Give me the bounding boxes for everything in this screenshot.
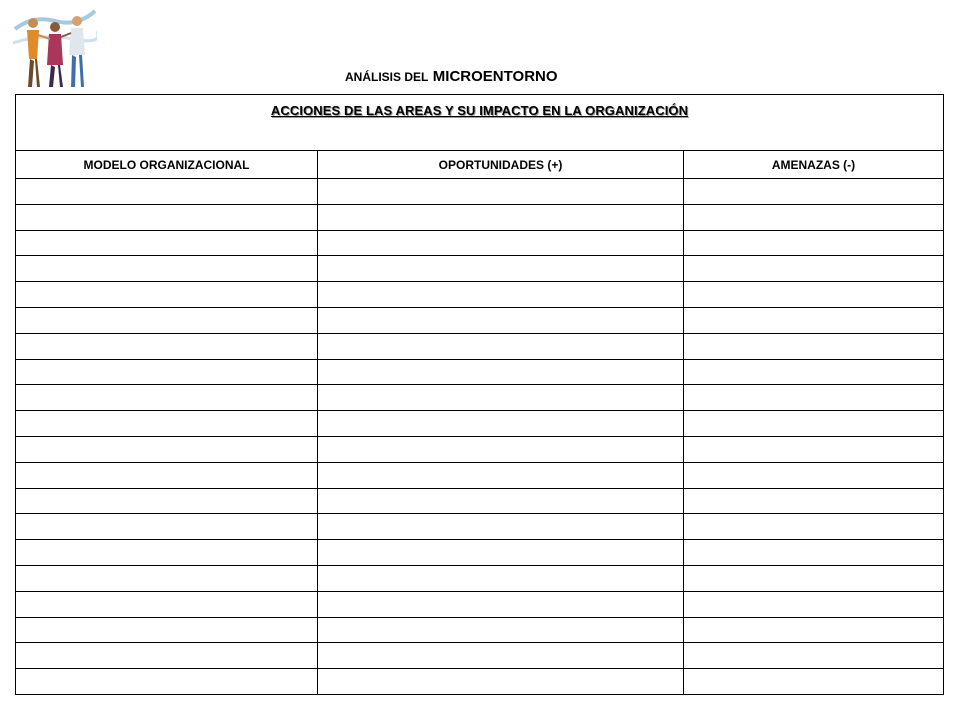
table-cell[interactable] bbox=[318, 179, 684, 205]
table-cell[interactable] bbox=[318, 669, 684, 695]
table-row bbox=[16, 385, 944, 411]
table-row bbox=[16, 307, 944, 333]
table-row bbox=[16, 540, 944, 566]
table-cell[interactable] bbox=[318, 359, 684, 385]
table-cell[interactable] bbox=[16, 436, 318, 462]
table-cell[interactable] bbox=[16, 643, 318, 669]
table-cell[interactable] bbox=[16, 256, 318, 282]
table-cell[interactable] bbox=[16, 462, 318, 488]
table-cell[interactable] bbox=[16, 540, 318, 566]
table-cell[interactable] bbox=[684, 488, 944, 514]
analysis-table bbox=[15, 94, 944, 695]
table-cell[interactable] bbox=[16, 333, 318, 359]
table-row bbox=[16, 436, 944, 462]
table-cell[interactable] bbox=[684, 462, 944, 488]
table-cell[interactable] bbox=[684, 617, 944, 643]
table-cell[interactable] bbox=[684, 565, 944, 591]
table-cell[interactable] bbox=[318, 565, 684, 591]
table-cell[interactable] bbox=[318, 333, 684, 359]
table-row bbox=[16, 179, 944, 205]
table-cell[interactable] bbox=[16, 591, 318, 617]
table-cell[interactable] bbox=[684, 359, 944, 385]
table-cell[interactable] bbox=[684, 540, 944, 566]
table-cell[interactable] bbox=[318, 411, 684, 437]
table-row bbox=[16, 643, 944, 669]
table-cell[interactable] bbox=[318, 204, 684, 230]
table-cell[interactable] bbox=[318, 307, 684, 333]
table-cell[interactable] bbox=[16, 385, 318, 411]
table-cell[interactable] bbox=[684, 514, 944, 540]
table-row bbox=[16, 514, 944, 540]
table-row bbox=[16, 230, 944, 256]
subtitle-prefix: ANÁLISIS DEL bbox=[345, 70, 429, 84]
table-cell[interactable] bbox=[16, 307, 318, 333]
table-cell[interactable] bbox=[16, 514, 318, 540]
table-row bbox=[16, 617, 944, 643]
table-cell[interactable] bbox=[684, 436, 944, 462]
table-cell[interactable] bbox=[318, 540, 684, 566]
table-cell[interactable] bbox=[318, 230, 684, 256]
column-header-oportunidades: OPORTUNIDADES (+) bbox=[318, 151, 684, 179]
table-title: ACCIONES DE LAS AREAS Y SU IMPACTO EN LA ORGANIZACIÓN bbox=[270, 103, 689, 118]
table-row bbox=[16, 282, 944, 308]
table-row bbox=[16, 462, 944, 488]
table-cell[interactable] bbox=[684, 179, 944, 205]
table-cell[interactable] bbox=[318, 643, 684, 669]
table-cell[interactable] bbox=[684, 411, 944, 437]
table-cell[interactable] bbox=[16, 282, 318, 308]
subtitle-main: MICROENTORNO bbox=[432, 68, 558, 85]
table-row bbox=[16, 488, 944, 514]
table-row bbox=[16, 411, 944, 437]
table-row bbox=[16, 333, 944, 359]
table-cell[interactable] bbox=[16, 565, 318, 591]
table-cell[interactable] bbox=[16, 204, 318, 230]
table-row bbox=[16, 591, 944, 617]
table-cell[interactable] bbox=[318, 514, 684, 540]
table-cell[interactable] bbox=[684, 256, 944, 282]
table-cell[interactable] bbox=[684, 333, 944, 359]
table-cell[interactable] bbox=[318, 591, 684, 617]
table-cell[interactable] bbox=[16, 359, 318, 385]
table-row bbox=[16, 669, 944, 695]
table-cell[interactable] bbox=[318, 617, 684, 643]
table-cell[interactable] bbox=[318, 282, 684, 308]
table-cell[interactable] bbox=[16, 669, 318, 695]
table-cell[interactable] bbox=[16, 179, 318, 205]
table-cell[interactable] bbox=[318, 488, 684, 514]
table-cell[interactable] bbox=[318, 256, 684, 282]
table-cell[interactable] bbox=[318, 462, 684, 488]
table-cell[interactable] bbox=[684, 204, 944, 230]
table-row bbox=[16, 359, 944, 385]
table-cell[interactable] bbox=[16, 488, 318, 514]
table-cell[interactable] bbox=[318, 385, 684, 411]
table-cell[interactable] bbox=[684, 307, 944, 333]
table-cell[interactable] bbox=[684, 230, 944, 256]
table-row bbox=[16, 204, 944, 230]
table-cell[interactable] bbox=[684, 669, 944, 695]
table-cell[interactable] bbox=[684, 282, 944, 308]
column-header-amenazas: AMENAZAS (-) bbox=[684, 151, 944, 179]
table-cell[interactable] bbox=[318, 436, 684, 462]
table-cell[interactable] bbox=[16, 230, 318, 256]
people-illustration-icon bbox=[13, 3, 97, 89]
table-cell[interactable] bbox=[684, 385, 944, 411]
page-subtitle bbox=[345, 68, 558, 86]
table-title-cell bbox=[16, 95, 944, 151]
table-cell[interactable] bbox=[684, 643, 944, 669]
table-cell[interactable] bbox=[684, 591, 944, 617]
table-row bbox=[16, 565, 944, 591]
table-cell[interactable] bbox=[16, 411, 318, 437]
table-row bbox=[16, 256, 944, 282]
table-cell[interactable] bbox=[16, 617, 318, 643]
column-header-modelo: MODELO ORGANIZACIONAL bbox=[16, 151, 318, 179]
